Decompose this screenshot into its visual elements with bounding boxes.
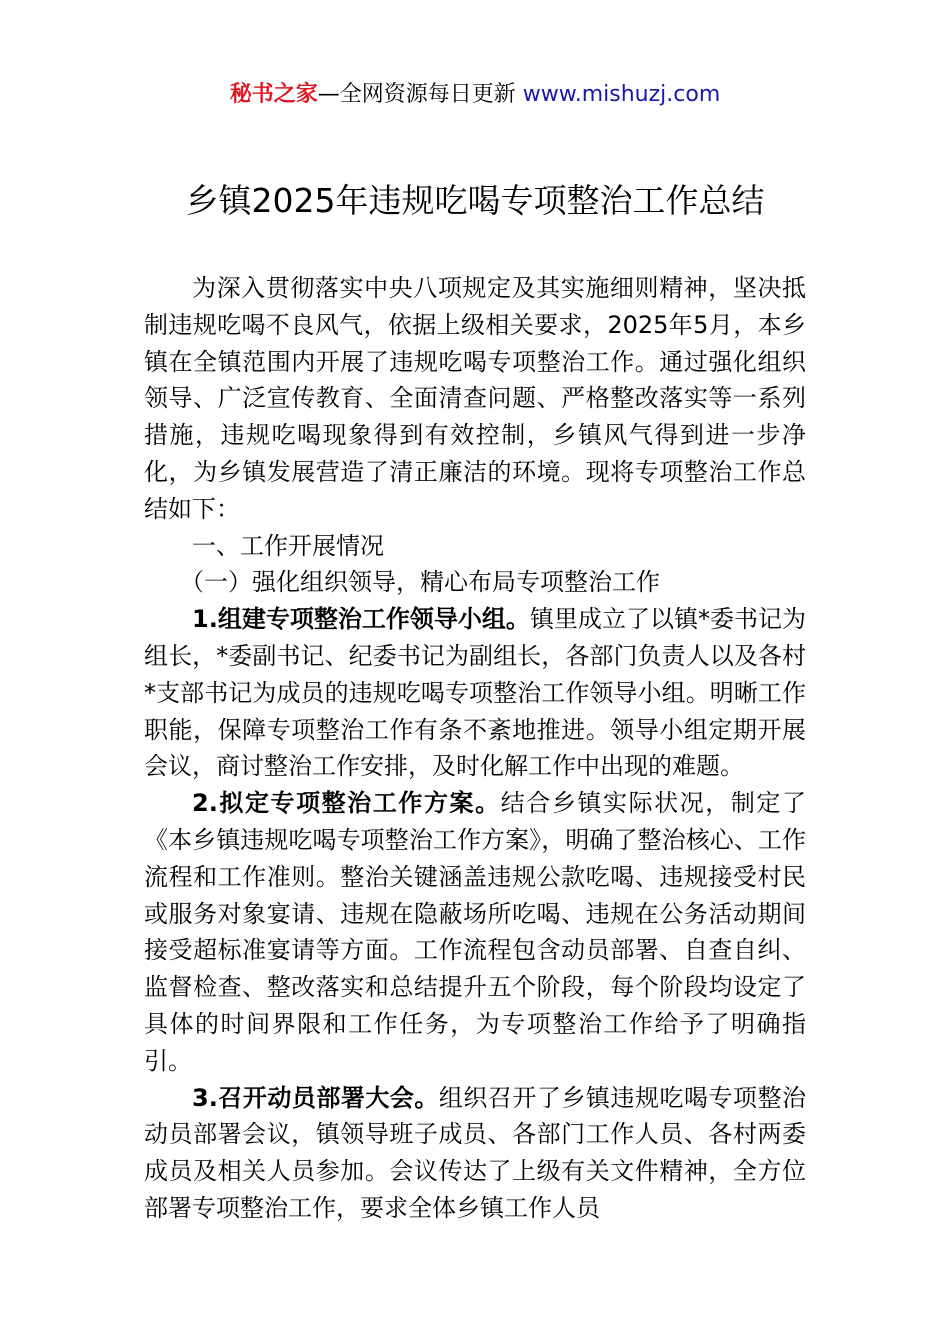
item-text-2: 结合乡镇实际状况，制定了《本乡镇违规吃喝专项整治工作方案》，明确了整治核心、工作流程和工作准则。整治关键涵盖违规公款吃喝、违规接受村民或服务对象宴请、违规在隐蔽场所吃喝、违规在公务活动期间接受超标准宴请等方面。工作流程包含动员部署、自查自纠、监督检查、整改落实和总结提升五个阶段，每个阶段均设定了具体的时间界限和工作任务，为专项整治工作给予了明确指引。 — [144, 789, 807, 1075]
item-text-1: 镇里成立了以镇*委书记为组长，*委副书记、纪委书记为副组长，各部门负责人以及各村*支部书记为成员的违规吃喝专项整治工作领导小组。明晰工作职能，保障专项整治工作有条不紊地推进。领导小组定期开展会议，商讨整治工作安排，及时化解工作中出现的难题。 — [144, 605, 806, 781]
site-tagline: —全网资源每日更新 — [317, 82, 523, 107]
subsection-heading: （一）强化组织领导，精心布局专项整治工作 — [180, 568, 660, 597]
item-paragraph-1 — [144, 601, 806, 785]
intro-paragraph: 为深入贯彻落实中央八项规定及其实施细则精神，坚决抵制违规吃喝不良风气，依据上级相关要求，2025年5月，本乡镇在全镇范围内开展了违规吃喝专项整治工作。通过强化组织领导、广泛宣传教育、全面清查问题、严格整改落实等一系列措施，违规吃喝现象得到有效控制，乡镇风气得到进一步净化，为乡镇发展营造了清正廉洁的环境。现将专项整治工作总结如下： — [144, 274, 806, 523]
item-lead-2: 2.拟定专项整治工作方案。 — [192, 789, 501, 818]
section-heading: 一、工作开展情况 — [192, 531, 384, 560]
item-paragraph-3 — [144, 1080, 806, 1227]
document-title: 乡镇2025年违规吃喝专项整治工作总结 — [185, 181, 765, 220]
site-name: 秘书之家 — [229, 82, 318, 107]
item-paragraph-2 — [144, 785, 806, 1079]
item-text-3: 组织召开了乡镇违规吃喝专项整治动员部署会议，镇领导班子成员、各部门工作人员、各村两委成员及相关人员参加。会议传达了上级有关文件精神，全方位部署专项整治工作，要求全体乡镇工作人员 — [144, 1083, 806, 1222]
item-lead-1: 1.组建专项整治工作领导小组。 — [192, 605, 530, 634]
item-lead-3: 3.召开动员部署大会。 — [192, 1083, 439, 1112]
document-body — [144, 270, 806, 1227]
site-header — [0, 79, 950, 111]
site-url-link[interactable]: www.mishuzj.com — [522, 82, 721, 107]
